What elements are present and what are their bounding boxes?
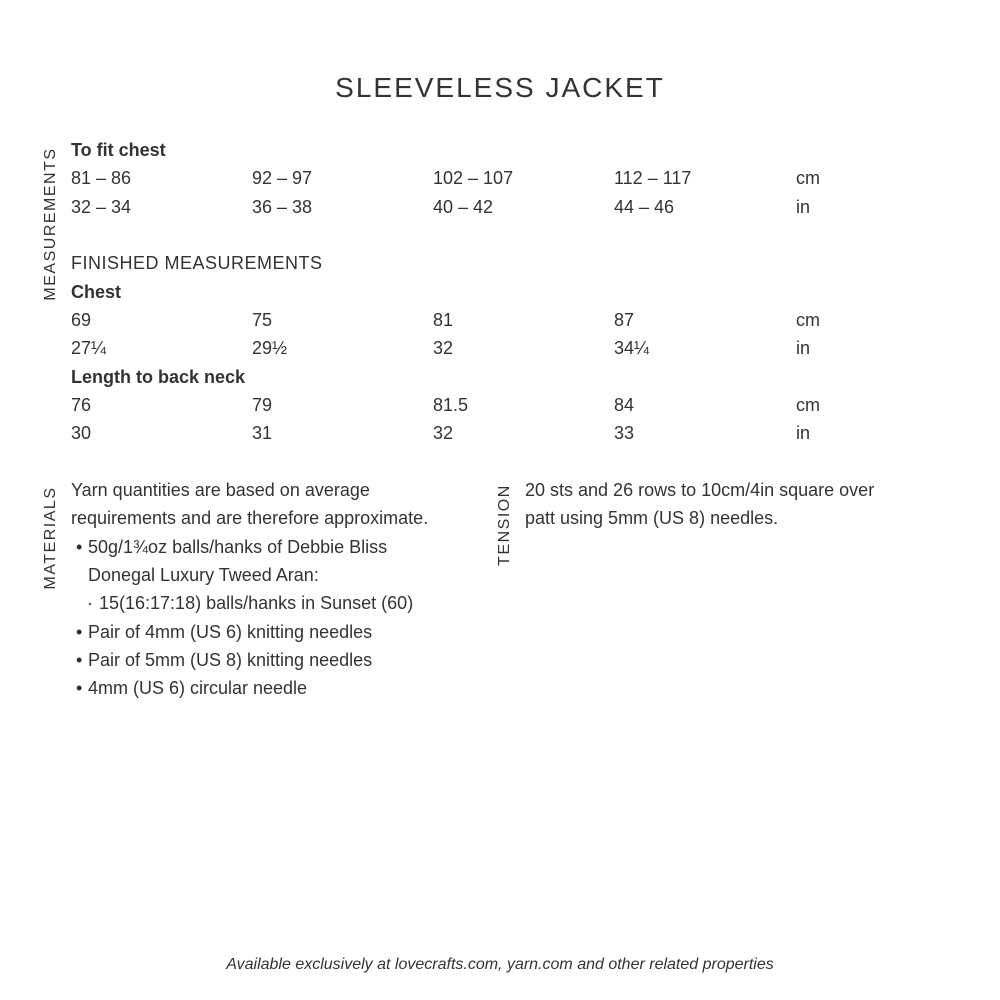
unit-cell: in [796,338,811,358]
table-row [0,423,1000,443]
table-cell: 27¼ [71,338,107,358]
table-cell: 32 [433,423,454,443]
bullet-icon: • [76,650,83,670]
table-cell: 79 [252,395,273,415]
table-cell: 31 [252,423,273,443]
materials-list-item: Pair of 5mm (US 8) knitting needles [88,650,373,670]
yarn-item-line: Donegal Luxury Tweed Aran: [88,565,319,585]
table-cell: 87 [614,310,635,330]
table-cell: 33 [614,423,635,443]
table-row [0,338,1000,358]
sub-bullet-icon: · [87,593,93,613]
page-title: SLEEVELESS JACKET [335,72,665,103]
bullet-icon: • [76,537,83,557]
finished-measurements-heading: FINISHED MEASUREMENTS [71,253,323,273]
table-cell: 81.5 [433,395,469,415]
length-heading: Length to back neck [71,367,246,387]
tension-line: 20 sts and 26 rows to 10cm/4in square over [525,480,875,500]
unit-cell: in [796,197,811,217]
yarn-item-line: 50g/1¾oz balls/hanks of Debbie Bliss [88,537,388,557]
materials-list-item: Pair of 4mm (US 6) knitting needles [88,622,373,642]
to-fit-heading: To fit chest [71,140,166,160]
materials-list-item: 4mm (US 6) circular needle [88,678,308,698]
yarn-quantity-line: 15(16:17:18) balls/hanks in Sunset (60) [99,593,414,613]
table-cell: 81 – 86 [71,168,132,188]
table-cell: 40 – 42 [433,197,494,217]
table-cell: 102 – 107 [433,168,514,188]
table-cell: 76 [71,395,92,415]
footer-note: Available exclusively at lovecrafts.com, yarn.com and other related properties [226,956,774,973]
unit-cell: in [796,423,811,443]
table-cell: 75 [252,310,273,330]
table-cell: 92 – 97 [252,168,313,188]
table-cell: 30 [71,423,92,443]
table-cell: 29½ [252,338,288,358]
chest-heading: Chest [71,282,122,302]
table-cell: 69 [71,310,92,330]
table-row [0,197,1000,217]
table-row [0,168,1000,188]
materials-intro-line: requirements and are therefore approximate. [71,508,429,528]
bullet-icon: • [76,678,83,698]
bullet-icon: • [76,622,83,642]
table-cell: 34¼ [614,338,650,358]
unit-cell: cm [796,168,820,188]
table-cell: 44 – 46 [614,197,675,217]
table-cell: 32 – 34 [71,197,132,217]
unit-cell: cm [796,310,820,330]
table-row [0,310,1000,330]
table-cell: 36 – 38 [252,197,313,217]
materials-label: MATERIALS [42,486,59,590]
table-cell: 32 [433,338,454,358]
table-cell: 81 [433,310,454,330]
measurements-label: MEASUREMENTS [42,147,59,301]
table-row [0,395,1000,415]
tension-label: TENSION [496,484,513,566]
materials-intro-line: Yarn quantities are based on average [71,480,370,500]
tension-line: patt using 5mm (US 8) needles. [525,508,779,528]
table-cell: 84 [614,395,635,415]
unit-cell: cm [796,395,820,415]
table-cell: 112 – 117 [614,168,692,188]
